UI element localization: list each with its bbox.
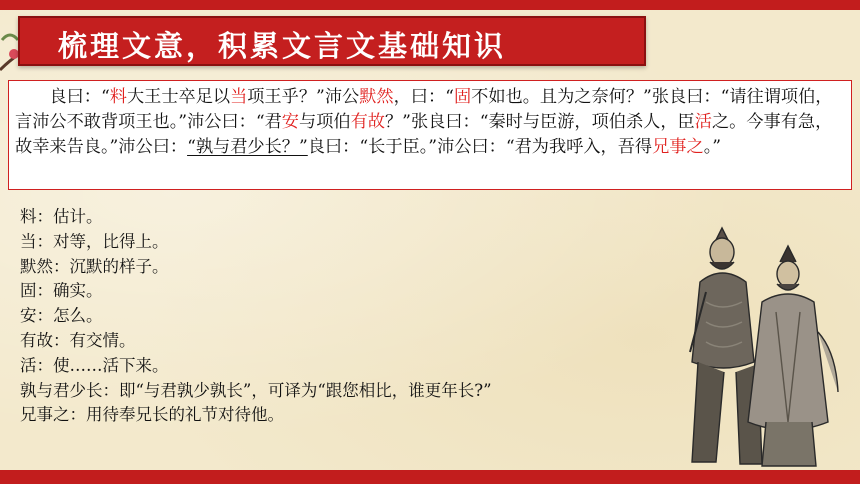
annotation-item: 孰与君少长：即“与君孰少孰长”，可译为“跟您相比，谁更年长?” — [20, 380, 492, 400]
passage-text: ，曰：“ — [393, 87, 454, 107]
annotation-item: 兄事之：用待奉兄长的礼节对待他。 — [20, 405, 284, 425]
annotation-item: 有故：有交情。 — [20, 330, 136, 350]
passage-box — [8, 80, 852, 190]
highlighted-term: 有故 — [350, 112, 385, 132]
highlighted-term: 固 — [453, 87, 472, 107]
bottom-decor-bar — [0, 470, 860, 484]
passage-text: 之。今事有急，故幸来告良。”沛公曰： — [15, 112, 833, 157]
passage-text: 良曰：“长于臣。”沛公曰：“君为我呼入，吾得 — [307, 137, 653, 157]
highlighted-term: 兄事之 — [652, 137, 704, 157]
passage-text: 。” — [703, 137, 722, 157]
highlighted-term: 默然 — [359, 87, 394, 107]
underlined-phrase: “孰与君少长？” — [187, 137, 308, 157]
annotation-item: 当：对等，比得上。 — [20, 231, 169, 251]
annotation-item: 固：确实。 — [20, 281, 103, 301]
passage-text: 不如也。且为之奈何？”张良曰：“请往谓项伯，言沛公不敢背项王也。”沛公曰：“君 — [15, 87, 833, 132]
annotation-item: 默然：沉默的样子。 — [20, 256, 169, 276]
top-decor-bar — [0, 0, 860, 10]
passage-text: 大王士卒足以 — [126, 87, 231, 107]
annotation-item: 料：估计。 — [20, 207, 103, 226]
highlighted-term: 当 — [230, 87, 248, 107]
passage-text: 良曰：“ — [49, 87, 110, 107]
passage-text: 与项伯 — [299, 112, 351, 132]
passage-text: 项王乎？”沛公 — [247, 87, 360, 107]
title-banner — [18, 16, 646, 66]
highlighted-term: 料 — [109, 87, 127, 107]
highlighted-term: 活 — [694, 112, 712, 132]
page-title: 梳理文意，积累文言文基础知识 — [58, 29, 507, 63]
warrior-left — [690, 228, 762, 464]
passage-text: ？”张良曰：“秦时与臣游，项伯杀人，臣 — [384, 112, 695, 132]
warrior-right — [748, 246, 838, 466]
annotation-item: 安：怎么。 — [20, 306, 103, 326]
highlighted-term: 安 — [281, 112, 299, 132]
annotation-item: 活：使……活下来。 — [20, 355, 169, 375]
classical-passage — [15, 85, 843, 160]
annotation-list — [20, 205, 710, 428]
warriors-illustration — [676, 222, 860, 472]
